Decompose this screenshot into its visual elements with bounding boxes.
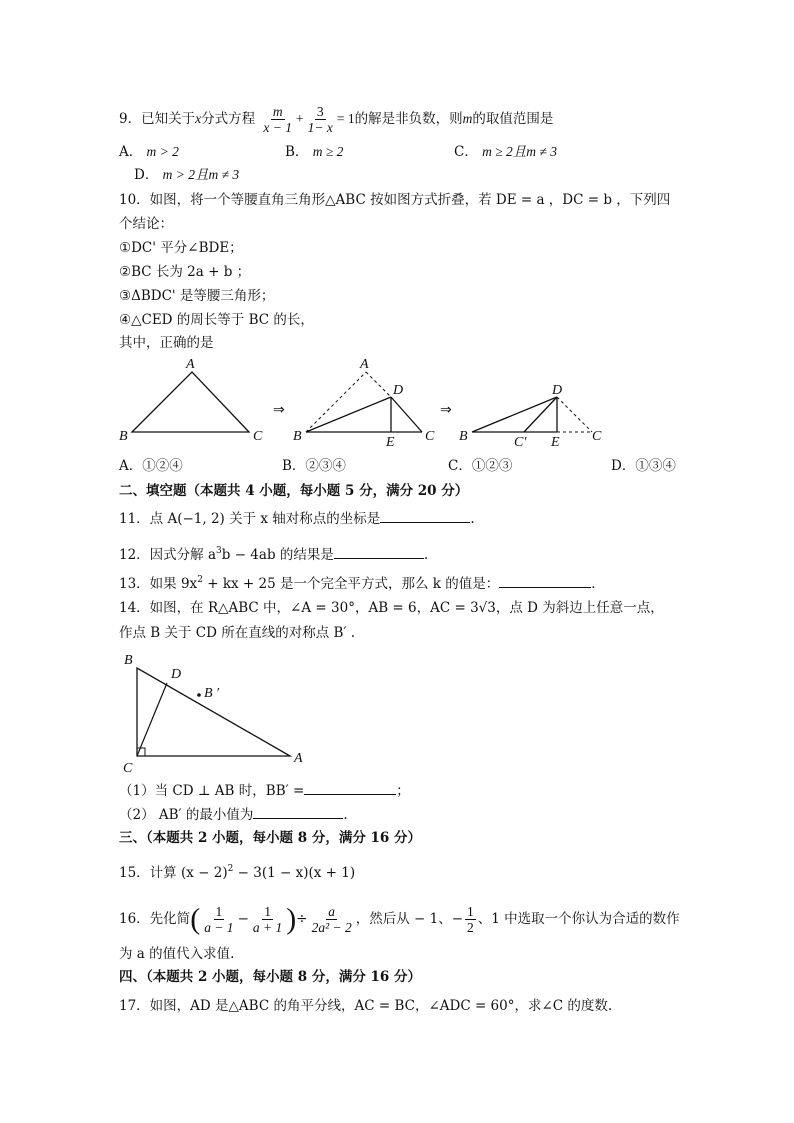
label-b-1: B	[119, 429, 128, 444]
q11: 11．点 A(−1, 2) 关于 x 轴对称点的坐标是 .	[119, 511, 475, 527]
q10-item-2: ②BC 长为 2a + b ；	[119, 264, 251, 280]
q10-dashed-dc	[557, 397, 592, 432]
label-a-1: A	[186, 357, 195, 372]
q10-option-b: B．②③④	[282, 458, 346, 474]
q16-fraction-3: $\frac{a}{\text{2a² − 2}}$	[311, 904, 352, 935]
q12-answer-blank[interactable]	[334, 545, 424, 559]
label-e-3: E	[551, 435, 560, 447]
q15: 15．计算 $(x - 2)^2 - 3(1 - x)(x + 1)$	[119, 864, 356, 881]
q17: 17．如图，AD 是△ABC 的角平分线，AC = BC，∠ADC = 60°，求∠C 的度数.	[119, 998, 613, 1014]
label-c: C	[123, 761, 133, 776]
label-a: A	[294, 751, 303, 766]
q10-triangle-original	[132, 372, 249, 432]
label-b-2: B	[293, 429, 302, 444]
q9-option-b: B． m ≥ 2	[285, 144, 344, 160]
q9-fraction-2: $\frac{3}{1- x}$	[307, 104, 333, 135]
q13-answer-blank[interactable]	[499, 574, 591, 588]
q9-option-a: A． m > 2	[119, 144, 179, 160]
q10-item-1: ①DC' 平分∠BDE；	[119, 240, 243, 256]
q9-option-d: D． m > 2且m ≠ 3	[134, 167, 240, 183]
q14-figure	[115, 648, 315, 778]
label-c-3: C	[592, 429, 602, 444]
q12: 12．因式分解 $a^3b - 4ab$ 的结果是 .	[119, 546, 429, 563]
q14-stem-line1: 14．如图，在 R△ABC 中，∠A = 30°，AB = 6，AC = 3√3，点 D 为斜边上任意一点，	[119, 600, 664, 616]
q16-line1: 16．先化简( $\frac{1}{a - 1}$ − $\frac{1}{a + 1}$ )÷ $\frac{a}{\text{2a² − 2}}$ ，然后从 − 1、− $\frac{1}{2}$ 、1 中选取一个你认为合适的数作	[119, 902, 680, 936]
label-e-2: E	[386, 435, 395, 447]
label-a-2: A	[360, 357, 369, 372]
label-b: B	[124, 653, 133, 668]
q10-stem-line3: 其中，正确的是	[119, 335, 214, 351]
q14-stem-line2: 作点 B 关于 CD 所在直线的对称点 B′ .	[119, 625, 356, 641]
q9-fraction-1: $\frac{m}{x - 1}$	[263, 104, 292, 135]
q10-item-3: ③ΔBDC' 是等腰三角形；	[119, 288, 275, 304]
q16-line2: 为 a 的值代入求值.	[119, 946, 235, 962]
fold-arrow-2: ⇒	[440, 403, 452, 418]
q10-dashed-ab	[306, 372, 366, 432]
q9-stem: 9．已知关于x分式方程 $\frac{m}{x - 1}$ + $\frac{3}{1- x}$ = 1的解是非负数，则m的取值范围是	[119, 104, 554, 135]
label-d-3: D	[552, 383, 563, 398]
q11-answer-blank[interactable]	[380, 509, 470, 523]
q14-sub1-answer-blank[interactable]	[304, 781, 396, 795]
section-4-title: 四、（本题共 2 小题，每小题 8 分，满分 16 分）	[119, 969, 422, 985]
q10-option-d: D．①③④	[611, 458, 676, 474]
q10-option-c: C．①②③	[448, 458, 513, 474]
q16-fraction-1: $\frac{1}{a - 1}$	[204, 904, 234, 935]
label-c-2: C	[425, 429, 435, 444]
q14-triangle	[137, 668, 290, 756]
q10-figure	[110, 352, 610, 447]
label-b-prime: B ′	[204, 686, 220, 701]
q9-option-c: C． m ≥ 2且m ≠ 3	[454, 144, 557, 160]
q10-dashed-ad	[366, 372, 391, 397]
q16-fraction-4: $\frac{1}{2}$	[467, 904, 474, 935]
label-b-3: B	[459, 429, 468, 444]
q10-stem-line1: 10．如图，将一个等腰直角三角形△ABC 按如图方式折叠，若 DE = a ，DC = b ，下列四	[119, 192, 671, 208]
label-c-1: C	[253, 429, 263, 444]
q14-sub1: （1）当 CD ⊥ AB 时，BB′ = ；	[119, 783, 410, 799]
q14-sub2: （2） AB′ 的最小值为 .	[119, 807, 348, 823]
section-2-title: 二、填空题（本题共 4 小题，每小题 5 分，满分 20 分）	[119, 483, 469, 499]
label-d: D	[171, 667, 182, 682]
q10-item-4: ④△CED 的周长等于 BC 的长，	[119, 312, 314, 328]
section-3-title: 三、（本题共 2 小题，每小题 8 分，满分 16 分）	[119, 830, 422, 846]
q14-sub2-answer-blank[interactable]	[253, 805, 343, 819]
fold-arrow-1: ⇒	[273, 403, 285, 418]
q10-bd-3	[472, 397, 557, 432]
q10-fold-bd	[306, 397, 391, 432]
q10-dcp	[524, 397, 557, 432]
q16-fraction-2: $\frac{1}{a + 1}$	[252, 904, 283, 935]
q10-side-dc	[391, 397, 422, 432]
label-d-2: D	[393, 383, 404, 398]
q10-option-a: A．①②④	[119, 458, 183, 474]
q14-cd	[137, 683, 167, 756]
q13: 13．如果 $9x^2$ + kx + 25 是一个完全平方式，那么 k 的值是： .	[119, 575, 596, 592]
q10-stem-line2: 个结论：	[119, 216, 173, 232]
point-b-prime	[197, 693, 201, 697]
label-cprime-3: C′	[514, 435, 527, 447]
